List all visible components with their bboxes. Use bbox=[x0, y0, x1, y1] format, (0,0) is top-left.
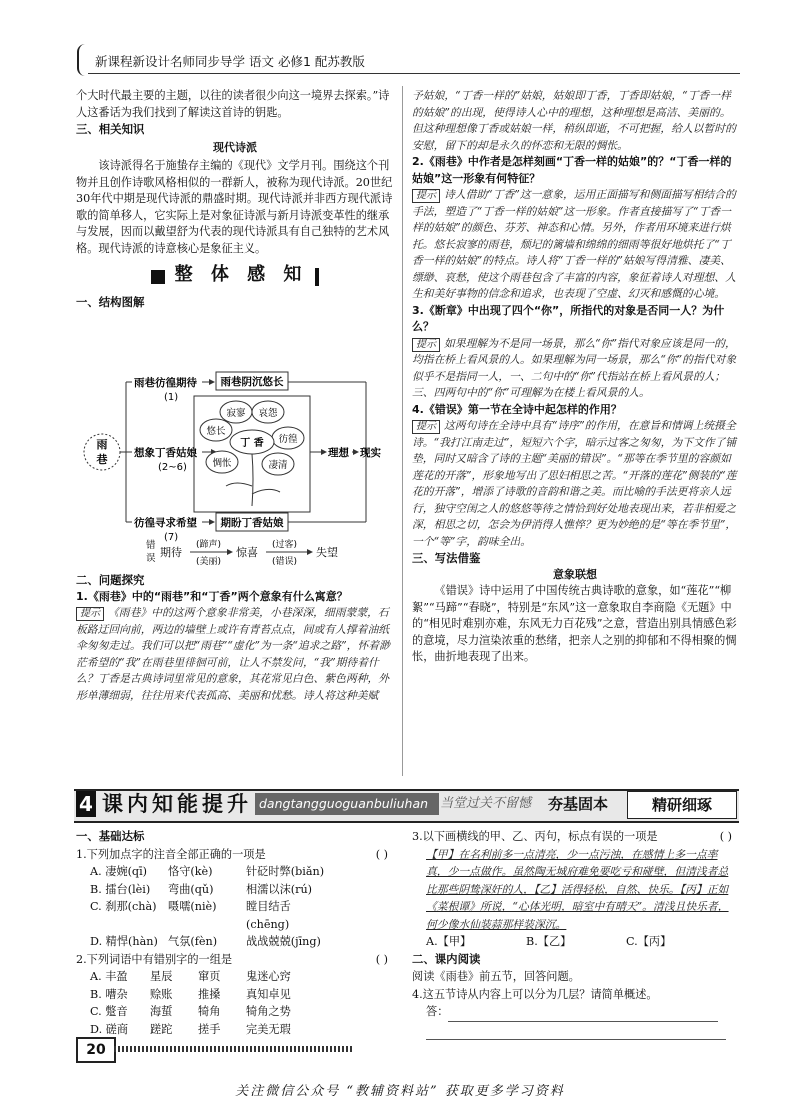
exercises-left bbox=[76, 828, 394, 1038]
banner-pinyin: dangtangguoguanbuliuhan bbox=[255, 793, 439, 815]
option-row[interactable]: C. 蹩音 海蜇 犄角 犄角之势 bbox=[90, 1005, 291, 1018]
diagram-row-label-2: 误 bbox=[146, 553, 156, 564]
emotion-1: 期待 bbox=[160, 546, 182, 559]
banner-title: 课内知能提升 bbox=[102, 792, 252, 816]
emotion-1b: (美丽) bbox=[196, 557, 222, 567]
banner-slogan: 当堂过关不留憾 bbox=[440, 796, 532, 811]
header-rule bbox=[88, 73, 740, 74]
answer-input[interactable] bbox=[426, 1022, 726, 1041]
petal-label: 凄清 bbox=[268, 460, 288, 471]
exercise-q1 bbox=[76, 846, 394, 864]
reading-section-title: 二、课内阅读 bbox=[412, 951, 481, 966]
header-bracket bbox=[77, 44, 89, 76]
emotion-1a: (蹄声) bbox=[196, 540, 222, 550]
exercises-right bbox=[412, 828, 738, 1040]
exercise-q2-text: 2.下列词语中有错别字的一组是 bbox=[76, 952, 233, 966]
imagery-association-body: 《错误》诗中运用了中国传统古典诗歌的意象，如“莲花”“柳絮”“马蹄”“春晓”，特别是“东风”这一意象取自李商隐《无题》中的“相见时难别亦难，东风无力百花残”之意，营造出别具情感色彩的意境，尽力渲染浓重的愁绪，把亲人之别的抑郁和不得相聚的惆怅，曲折地表现了出来。 bbox=[412, 584, 737, 663]
answer-input[interactable] bbox=[448, 1003, 718, 1022]
basic-section-title: 一、基础达标 bbox=[76, 829, 145, 843]
heading-bar-icon bbox=[315, 268, 319, 286]
option-row[interactable]: D. 精悍(hàn) 气氛(fèn) 战战兢兢(jīng) bbox=[90, 935, 321, 948]
exercise-q4: 4.这五节诗从内容上可以分为几层？请简单概述。 bbox=[412, 987, 658, 1001]
intro-paragraph: 个大时代最主要的主题，以往的读者很少向这一境界去探索。”诗人这番话为我们找到了解读这首诗的钥匙。 bbox=[76, 89, 390, 119]
exercise-q3-text: 3.以下画横线的甲、乙、丙句，标点有误的一项是 bbox=[412, 830, 658, 843]
footer-note: 关注微信公众号 “教辅资料站” 获取更多学习资料 bbox=[235, 1084, 565, 1099]
q2-options bbox=[76, 968, 394, 1038]
left-column bbox=[76, 88, 394, 311]
left-column-lower bbox=[76, 572, 394, 704]
question-4: 4.《错误》第一节在全诗中起怎样的作用？ bbox=[412, 402, 622, 416]
exercise-q3 bbox=[412, 828, 738, 846]
diagram-row-label: 错 bbox=[146, 540, 156, 551]
modern-school-body: 该诗派得名于施蛰存主编的《现代》文学月刊。围绕这个刊物并且创作诗歌风格相似的一群新人，被称为现代诗派。20世纪30年代中期是现代诗派的鼎盛时期。现代诗派并非西方现代派诗歌的简单移人，它实际上是对象征诗派与新月诗派变革性的继承与发展，因而以戴望舒为代表的现代诗派具有自己独特的艺术风格。现代诗派的诗意核心是象征主义。 bbox=[76, 159, 393, 255]
answer-3: 如果理解为不是同一场景，那么“你”指代对象应该是同一的，均指在桥上看风景的人。如果理解为同一场景，那么“你”的指代对象似乎不是指同一人，一、二句中的“你”代指站在桥上看风景的人；三、四两句中的“你”可理解为在楼上看风景的人。 bbox=[412, 336, 737, 399]
option-row[interactable]: D. 磋商 蹉跎 搓手 完美无瑕 bbox=[90, 1022, 291, 1036]
section-related-knowledge: 三、相关知识 bbox=[76, 122, 145, 136]
answer-blank[interactable]: ( ) bbox=[375, 952, 388, 966]
option-row[interactable]: B. 擂台(lèi) 弯曲(qǔ) 相濡以沫(rú) bbox=[90, 882, 313, 896]
option-row[interactable]: C. 刹那(chà) 嗫嚅(niè) 瞠目结舌(chēng) bbox=[90, 900, 291, 931]
heading-square-icon bbox=[151, 270, 165, 284]
hint-badge: 提示 bbox=[412, 338, 440, 352]
answer-1: 《雨巷》中的这两个意象非常美，小巷深深，细雨蒙蒙，石板路迂回向前，两边的墙壁上或许有青苔点点，间或有人撑着油纸伞匆匆走过。我们可以把“雨巷”“虚化”为一条“追求之路”，怀着渺茫希望的“我”在雨巷里徘徊可前，让人不禁发问，“我”期待着什么？丁香是古典诗词里常见的意象，其花常见白色、紫色两种，外形单薄细弱，往往用来代表孤高、美丽和忧愁。诗人将这种美赋 bbox=[76, 606, 390, 702]
emotion-3: 失望 bbox=[316, 546, 338, 559]
diagram-node-2: 雨巷阴沉悠长 bbox=[220, 376, 284, 388]
hint-badge: 提示 bbox=[412, 420, 440, 434]
diagram-left-label-1: 雨 bbox=[96, 438, 108, 451]
emotion-2: 惊喜 bbox=[236, 546, 258, 559]
diagram-node-3-sub: (2~6) bbox=[158, 462, 187, 473]
structure-diagram bbox=[76, 368, 396, 568]
petal-label: 彷徨 bbox=[278, 434, 298, 445]
petal-label: 哀怨 bbox=[258, 408, 278, 419]
book-header: 新课程新设计名师同步导学 语文 必修1 配苏教版 bbox=[95, 54, 365, 69]
diagram-node-1: 雨巷彷徨期待 bbox=[134, 377, 197, 389]
answer-blank[interactable]: ( ) bbox=[375, 847, 388, 861]
petal-label: 寂寥 bbox=[226, 408, 246, 419]
banner-number: 4 bbox=[76, 791, 96, 817]
page-number: 20 bbox=[76, 1037, 116, 1063]
modern-school-title: 现代诗派 bbox=[213, 140, 257, 154]
exercise-q1-text: 1.下列加点字的注音全部正确的一项是 bbox=[76, 847, 266, 861]
right-column bbox=[412, 88, 738, 666]
overview-heading bbox=[76, 264, 394, 286]
question-2: 2.《雨巷》中作者是怎样刻画“丁香一样的姑娘”的？“丁香一样的姑娘”这一形象有何特征？ bbox=[412, 155, 732, 185]
petal-label: 惆怅 bbox=[212, 458, 232, 469]
exercise-q2 bbox=[76, 951, 394, 969]
answer-line: 答： bbox=[412, 1003, 738, 1022]
option-row[interactable]: A. 凄婉(qī) 恪守(kè) 针砭时弊(biǎn) bbox=[90, 865, 325, 878]
structure-diagram-title: 一、结构图解 bbox=[76, 295, 145, 309]
reading-intro: 阅读《雨巷》前五节，回答问题。 bbox=[412, 970, 580, 983]
question-3: 3.《断章》中出现了四个“你”，所指代的对象是否同一人？为什么？ bbox=[412, 303, 725, 333]
banner-tag-foundation: 夯基固本 bbox=[548, 795, 609, 813]
imagery-association-title: 意象联想 bbox=[553, 567, 597, 581]
answer-blank[interactable]: ( ) bbox=[719, 830, 732, 843]
banner-tag-refine: 精研细琢 bbox=[627, 791, 737, 819]
answer-2: 诗人借助“丁香”这一意象，运用正面描写和侧面描写相结合的手法，塑造了“丁香一样的姑娘”这一形象。作者直接描写了“丁香一样的姑娘”的颜色、芬芳、神态和心情。另外，作者用环境来进行烘托。悠长寂寥的雨巷，颓圮的篱墙和绵绵的细雨等很好地烘托了“丁香一样的姑娘”的特点。诗人将“丁香一样的”姑娘写得清雅、凄美、缥缈、哀愁，使这个雨巷包含了丰富的内容，象征着诗人对理想、人生和美好事物的信念和追求，也表现了空虚、幻灭和感慨的心境。 bbox=[412, 188, 736, 300]
flower-center-label: 丁 香 bbox=[240, 438, 264, 449]
diagram-node-3: 想象丁香姑娘 bbox=[134, 447, 197, 459]
q1-options bbox=[76, 863, 394, 951]
overview-heading-text: 整 体 感 知 bbox=[174, 264, 308, 285]
hint-badge: 提示 bbox=[412, 189, 440, 203]
diagram-node-4: 彷徨寻求希望 bbox=[134, 517, 197, 529]
option-row[interactable]: A. 丰盈 星辰 窜页 鬼迷心窍 bbox=[90, 970, 291, 983]
emotion-2a: (过客) bbox=[272, 540, 298, 550]
option-row[interactable]: B. 嘈杂 赊账 推搡 真知卓见 bbox=[90, 987, 291, 1001]
answer-1-continued: 予姑娘，“丁香一样的”姑娘，姑娘即丁香，丁香即姑娘，“丁香一样的姑娘”的出现，使得诗人心中的理想，这种理想是高洁、美丽的。但这种理想像丁香或姑娘一样，稍纵即逝，不可把握，给人以暂时的安慰，留下的却是永久的怀恋和无限的惆怅。 bbox=[412, 89, 736, 152]
diagram-node-5: 期盼丁香姑娘 bbox=[220, 517, 284, 529]
column-divider bbox=[402, 86, 403, 776]
diagram-node-1-sub: (1) bbox=[164, 392, 179, 403]
diagram-ideal: 理想 bbox=[328, 447, 349, 459]
diagram-left-label-2: 巷 bbox=[96, 453, 108, 466]
question-1: 1.《雨巷》中的“雨巷”和“丁香”两个意象有什么寓意？ bbox=[76, 589, 348, 603]
q3-passage: 【甲】在名利前多一点清亮，少一点污浊，在感情上多一点率真，少一点做作。虽然陶无城府难免要吃亏和碰壁，但清浅者总比那些阴鸷深奸的人，【乙】活得轻松，自然、快乐。【丙】正如《菜根谭》所说，“心体光明，暗室中有晴天”。清浅且快乐者，何少像水仙装蒜那样装深沉。 bbox=[426, 847, 729, 931]
emotion-2b: (错误) bbox=[272, 557, 298, 567]
petal-label: 悠长 bbox=[206, 426, 226, 437]
diagram-reality: 现实 bbox=[360, 447, 381, 459]
writing-method-title: 三、写法借鉴 bbox=[412, 551, 481, 565]
problem-inquiry-title: 二、问题探究 bbox=[76, 573, 145, 587]
answer-4: 这两句诗在全诗中具有“诗序”的作用，在意旨和情调上统摄全诗。“我打江南走过”，短短六个字，暗示过客之匆匆，为下文作了铺垫，同时又暗含了诗的主题“美丽的错误”。“那等在季节里的容颜如莲花的开落”，形象地写出了思妇相思之苦。“开落的莲花”侧装的“莲花的开落”，增添了诗歌的音韵和谐之美。而比喻的手法更将亲人远行，独守空闺之人的悠悠等待之情恰到好处地表现出来，若非相爱之深，相思之切，怎会为伊消得人憔悴？更为妙绝的是“等在季节里”，一个“等”字，韵味全出。 bbox=[412, 419, 737, 548]
q3-options[interactable]: A.【甲】 B.【乙】 C.【丙】 bbox=[426, 935, 672, 948]
diagram-node-4-sub: (7) bbox=[164, 532, 179, 543]
page-number-decoration bbox=[114, 1046, 354, 1052]
hint-badge: 提示 bbox=[76, 607, 104, 621]
